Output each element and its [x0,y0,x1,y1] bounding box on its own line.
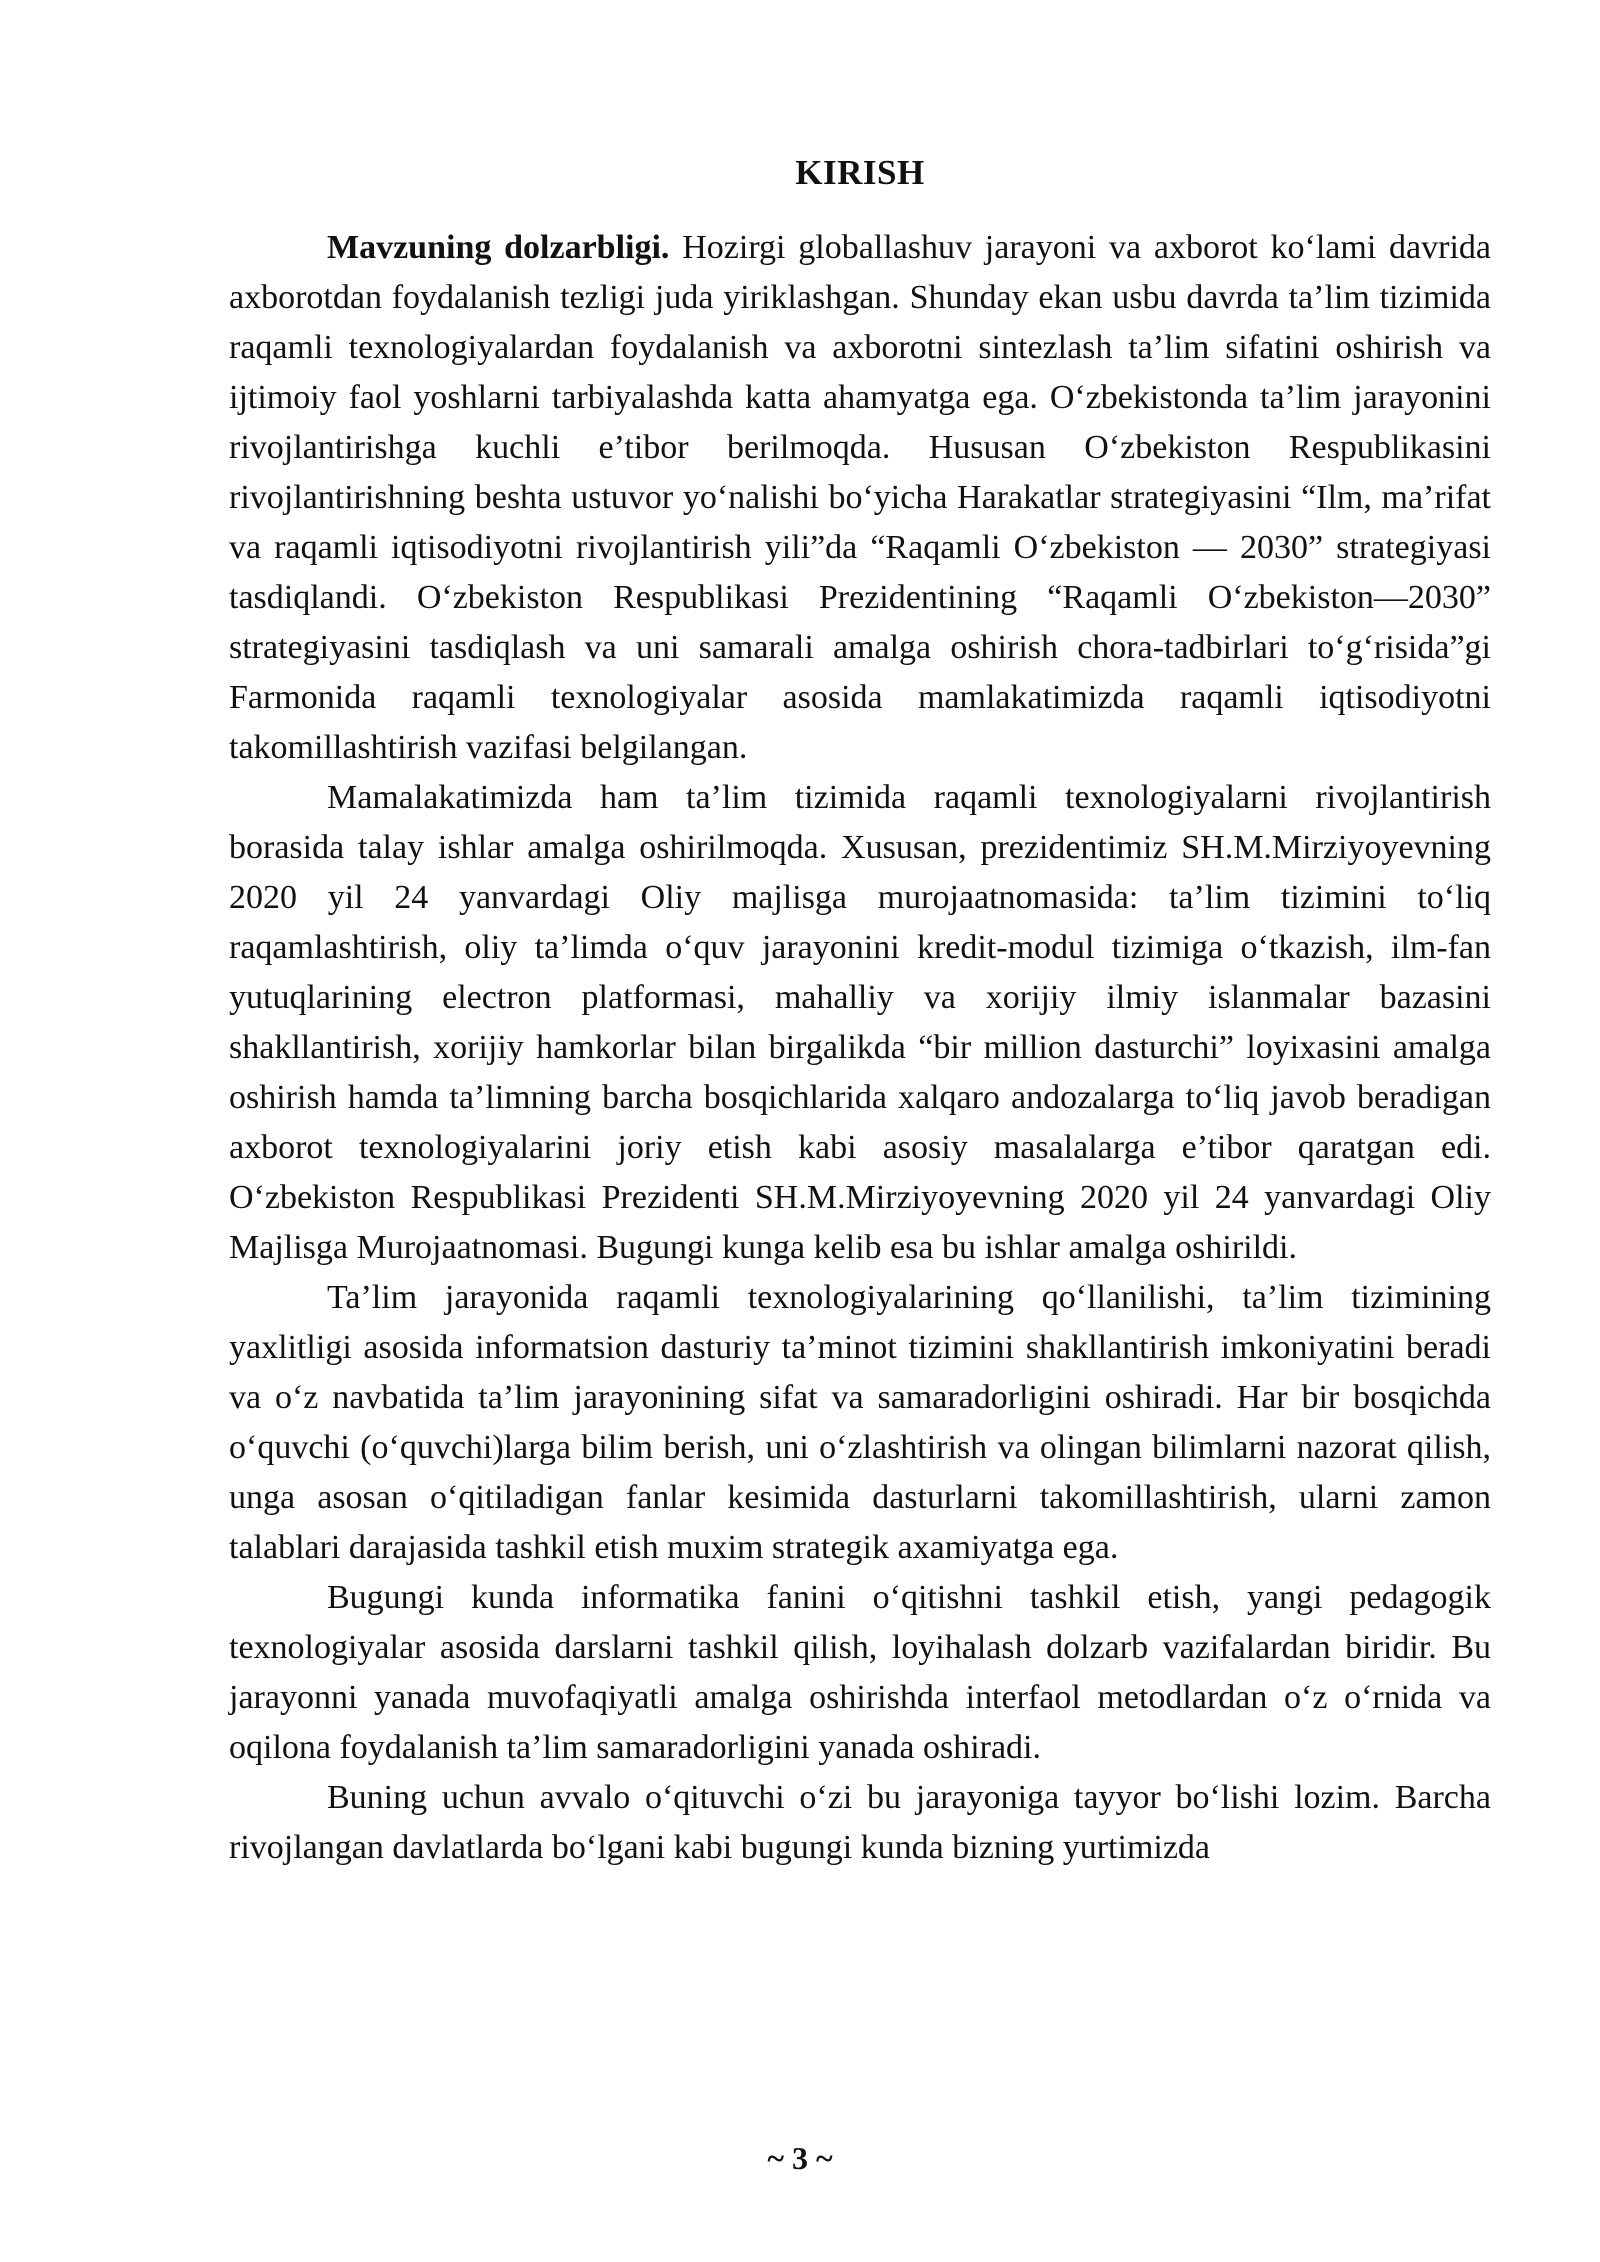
paragraph-1 [229,223,1491,773]
paragraph-3 [229,1273,1491,1573]
page-content [229,148,1491,1873]
page-title: KIRISH [795,153,925,192]
paragraph-text: Mamalakatimizda ham ta’lim tizimida raqamli texnologiyalarni rivojlantirish borasida talay ishlar amalga oshirilmoqda. Xususan, prezidentimiz SH.M.Mirziyoyevning 2020 yil 24 yanvardagi Oliy majlisga murojaatnomasida: ta’lim tizimini to‘liq raqamlashtirish, oliy ta’limda o‘quv jarayonini kredit-modul tizimiga o‘tkazish, ilm-fan yutuqlarining electron platformasi, mahalliy va xorijiy ilmiy islanmalar bazasini shakllantirish, xorijiy hamkorlar bilan birgalikda “bir million dasturchi” loyixasini amalga oshirish hamda ta’limning barcha bosqichlarida xalqaro andozalarga to‘liq javob beradigan axborot texnologiyalarini joriy etish kabi asosiy masalalarga e’tibor qaratgan edi. O‘zbekiston Respublikasi Prezidenti SH.M.Mirziyoyevning 2020 yil 24 yanvardagi Oliy Majlisga Murojaatnomasi. Bugungi kunga kelib esa bu ishlar amalga oshirildi. [229,779,1491,1266]
paragraph-text: Hozirgi globallashuv jarayoni va axborot ko‘lami davrida axborotdan foydalanish tezligi juda yiriklashgan. Shunday ekan usbu davrda ta’lim tizimida raqamli texnologiyalardan foydalanish va axborotni sintezlash ta’lim sifatini oshirish va ijtimoiy faol yoshlarni tarbiyalashda katta ahamyatga ega. O‘zbekistonda ta’lim jarayonini rivojlantirishga kuchli e’tibor berilmoqda. Hususan O‘zbekiston Respublikasini rivojlantirishning beshta ustuvor yo‘nalishi bo‘yicha Harakatlar strategiyasini “Ilm, ma’rifat va raqamli iqtisodiyotni rivojlantirish yili”da “Raqamli O‘zbekiston — 2030” strategiyasi tasdiqlandi. O‘zbekiston Respublikasi Prezidentining “Raqamli O‘zbekiston—2030” strategiyasini tasdiqlash va uni samarali amalga oshirish chora-tadbirlari to‘g‘risida”gi Farmonida raqamli texnologiyalar asosida mamlakatimizda raqamli iqtisodiyotni takomillashtirish vazifasi belgilangan. [229,229,1492,766]
paragraph-text: Bugungi kunda informatika fanini o‘qitishni tashkil etish, yangi pedagogik texnologiyalar asosida darslarni tashkil qilish, loyihalash dolzarb vazifalardan biridir. Bu jarayonni yanada muvofaqiyatli amalga oshirishda interfaol metodlardan o‘z o‘rnida va oqilona foydalanish ta’lim samaradorligini yanada oshiradi. [229,1579,1491,1766]
paragraph-4 [229,1573,1491,1773]
paragraph-lead: Mavzuning dolzarbligi. [327,229,670,266]
page-number: ~ 3 ~ [767,2140,833,2176]
paragraph-2 [229,773,1491,1273]
paragraph-5 [229,1773,1491,1873]
paragraph-text: Buning uchun avvalo o‘qituvchi o‘zi bu jarayoniga tayyor bo‘lishi lozim. Barcha rivojlangan davlatlarda bo‘lgani kabi bugungi kunda bizning yurtimizda [229,1779,1491,1866]
paragraph-text: Ta’lim jarayonida raqamli texnologiyalarining qo‘llanilishi, ta’lim tizimining yaxlitligi asosida informatsion dasturiy ta’minot tizimini shakllantirish imkoniyatini beradi va o‘z navbatida ta’lim jarayonining sifat va samaradorligini oshiradi. Har bir bosqichda o‘quvchi (o‘quvchi)larga bilim berish, uni o‘zlashtirish va olingan bilimlarni nazorat qilish, unga asosan o‘qitiladigan fanlar kesimida dasturlarni takomillashtirish, ularni zamon talablari darajasida tashkil etish muxim strategik axamiyatga ega. [229,1279,1491,1566]
